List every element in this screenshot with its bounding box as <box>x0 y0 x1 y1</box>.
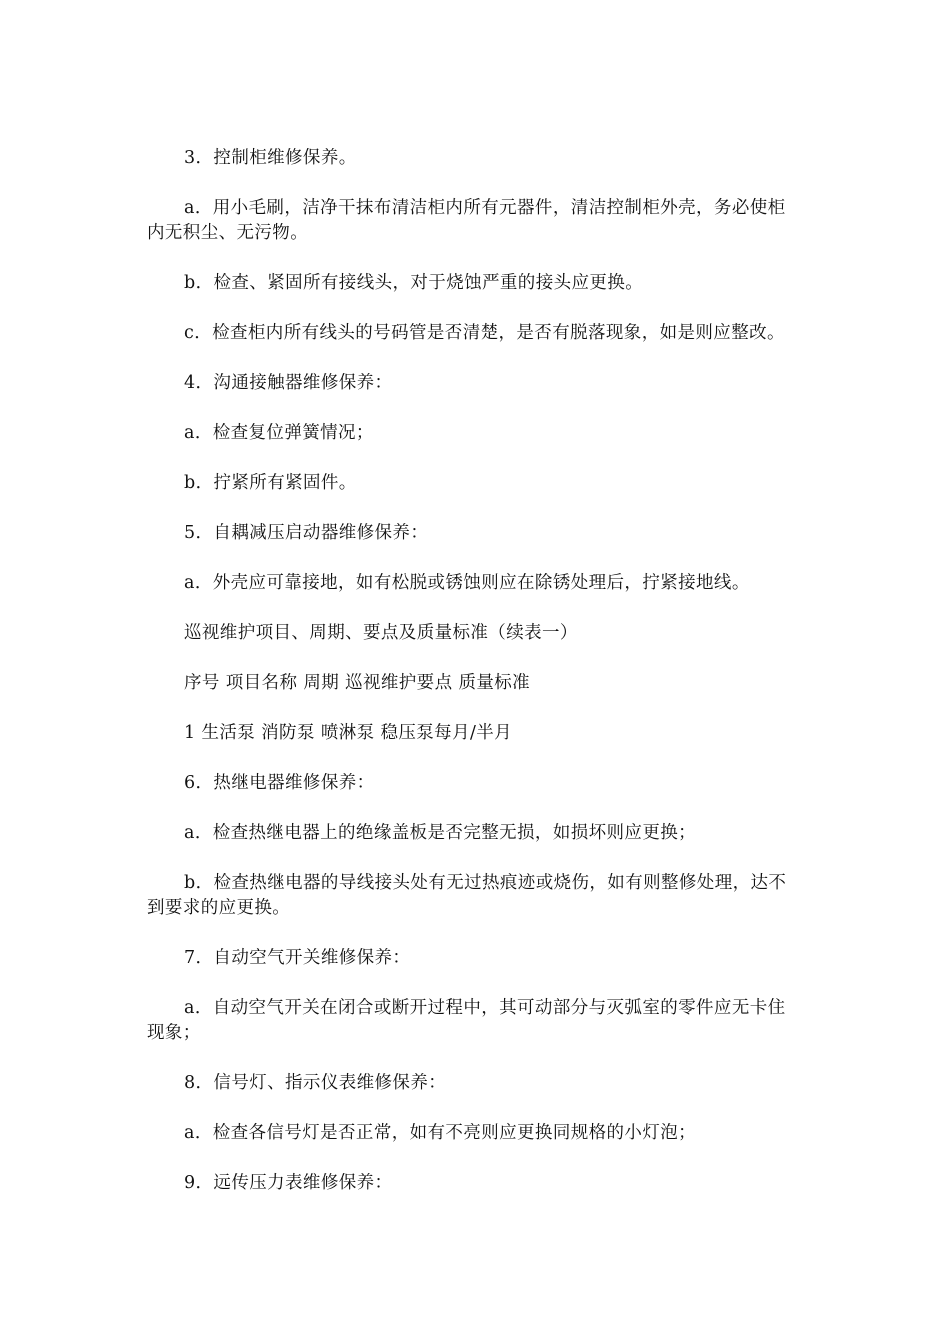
table-header-row: 序号 项目名称 周期 巡视维护要点 质量标准 <box>184 673 531 693</box>
paragraph-grounding: a．外壳应可靠接地，如有松脱或锈蚀则应在除锈处理后，拧紧接地线。 <box>184 573 750 593</box>
paragraph-check-wire-markers: c．检查柜内所有线头的号码管是否清楚，是否有脱落现象，如是则应整改。 <box>184 323 785 343</box>
paragraph-check-lights: a．检查各信号灯是否正常，如有不亮则应更换同规格的小灯泡； <box>184 1123 697 1143</box>
section-heading-autotransformer-starter: 5．自耦减压启动器维修保养： <box>184 523 429 543</box>
section-heading-signal-lights: 8．信号灯、指示仪表维修保养： <box>184 1073 447 1093</box>
section-heading-pressure-gauge: 9．远传压力表维修保养： <box>184 1173 393 1193</box>
paragraph-wire-joints: b．检查热继电器的导线接头处有无过热痕迹或烧伤，如有则整修处理，达不到要求的应更换。 <box>147 873 787 918</box>
table-row-pumps: 1 生活泵 消防泵 喷淋泵 稳压泵每月/半月 <box>184 723 513 743</box>
paragraph-check-spring: a．检查复位弹簧情况； <box>184 423 374 443</box>
paragraph-tighten-fasteners: b．拧紧所有紧固件。 <box>184 473 357 493</box>
section-heading-thermal-relay: 6．热继电器维修保养： <box>184 773 375 793</box>
paragraph-moving-parts: a．自动空气开关在闭合或断开过程中，其可动部分与灭弧室的零件应无卡住现象； <box>147 998 786 1043</box>
section-heading-control-cabinet: 3．控制柜维修保养。 <box>184 148 357 168</box>
document-body <box>147 146 792 1196</box>
section-heading-contactor: 4．沟通接触器维修保养： <box>184 373 393 393</box>
paragraph-clean-cabinet: a．用小毛刷，洁净干抹布清洁柜内所有元器件，清洁控制柜外壳，务必使柜内无积尘、无污物。 <box>147 198 786 243</box>
table-caption: 巡视维护项目、周期、要点及质量标准（续表一） <box>184 623 578 643</box>
paragraph-tighten-terminals: b．检查、紧固所有接线头，对于烧蚀严重的接头应更换。 <box>184 273 644 293</box>
paragraph-insulation-cover: a．检查热继电器上的绝缘盖板是否完整无损，如损坏则应更换； <box>184 823 697 843</box>
section-heading-air-switch: 7．自动空气开关维修保养： <box>184 948 411 968</box>
